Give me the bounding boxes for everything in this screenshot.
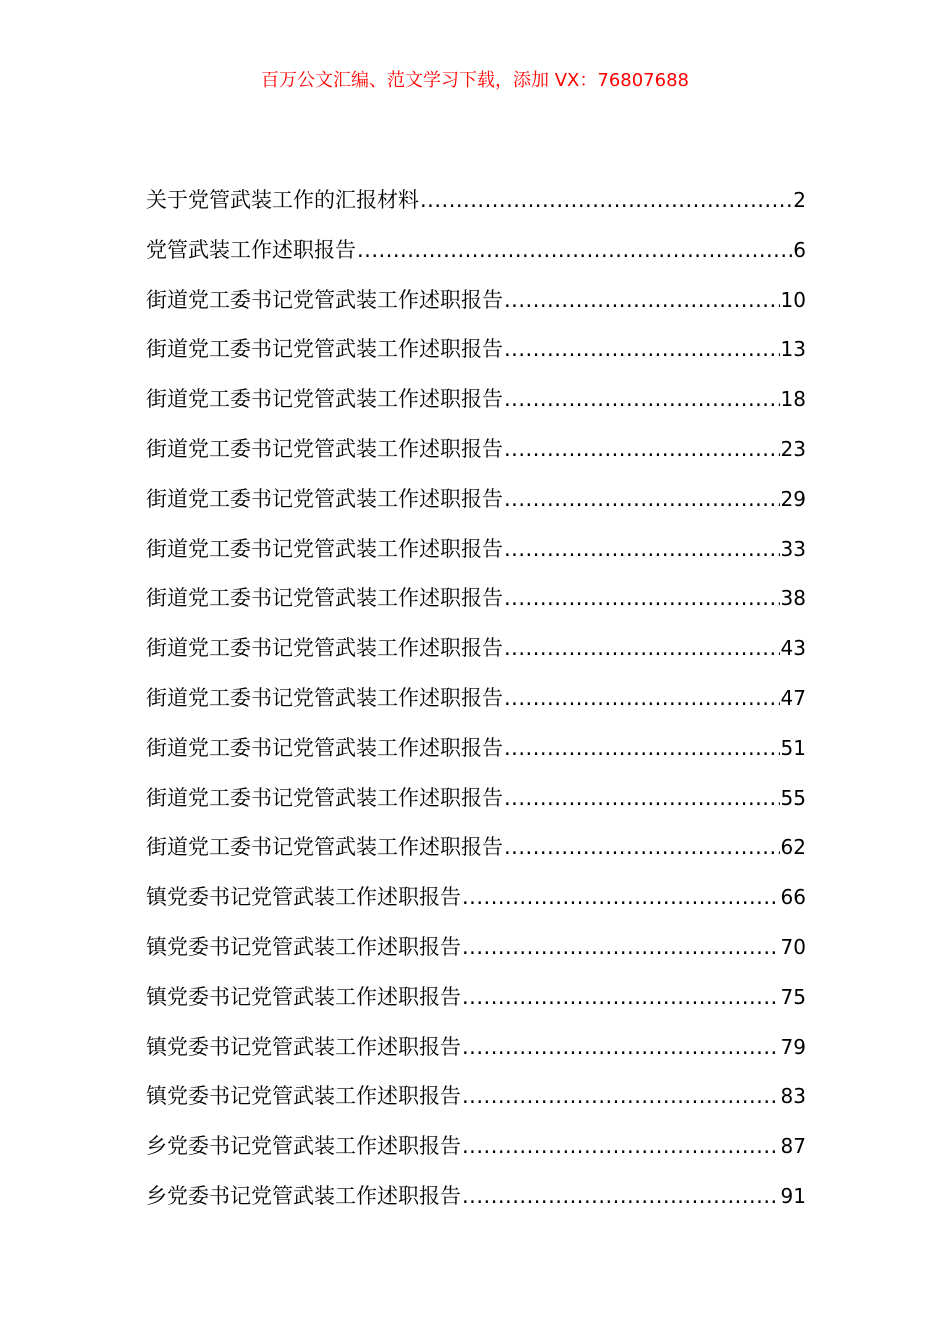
toc-entry[interactable] (146, 379, 806, 429)
toc-dot-leader (357, 230, 792, 270)
toc-entry-title: 街道党工委书记党管武装工作述职报告 (146, 486, 503, 511)
toc-page-number: 66 (780, 885, 806, 910)
toc-page-number: 6 (793, 237, 806, 262)
toc-entry[interactable] (146, 728, 806, 778)
toc-dot-leader (504, 827, 780, 867)
toc-dot-leader (504, 479, 780, 519)
toc-page-number: 13 (780, 337, 806, 362)
toc-entry[interactable] (146, 827, 806, 877)
toc-entry[interactable] (146, 1076, 806, 1126)
toc-dot-leader (504, 578, 780, 618)
toc-dot-leader (462, 877, 780, 917)
toc-dot-leader (462, 927, 780, 967)
toc-page-number: 87 (780, 1134, 806, 1159)
toc-entry[interactable] (146, 628, 806, 678)
toc-entry-title: 镇党委书记党管武装工作述职报告 (146, 885, 461, 910)
toc-entry-title: 街道党工委书记党管武装工作述职报告 (146, 835, 503, 860)
toc-entry[interactable] (146, 180, 806, 230)
table-of-contents (146, 180, 806, 1226)
toc-page-number: 43 (780, 636, 806, 661)
toc-entry[interactable] (146, 1176, 806, 1226)
toc-entry[interactable] (146, 977, 806, 1027)
toc-page-number: 51 (780, 735, 806, 760)
toc-entry-title: 镇党委书记党管武装工作述职报告 (146, 984, 461, 1009)
toc-page-number: 75 (780, 984, 806, 1009)
toc-entry[interactable] (146, 678, 806, 728)
toc-entry[interactable] (146, 1027, 806, 1077)
toc-dot-leader (462, 1126, 780, 1166)
toc-entry-title: 关于党管武装工作的汇报材料 (146, 188, 419, 212)
toc-entry[interactable] (146, 529, 806, 579)
toc-dot-leader (504, 628, 780, 668)
toc-entry-title: 街道党工委书记党管武装工作述职报告 (146, 436, 503, 461)
toc-entry[interactable] (146, 778, 806, 828)
toc-entry-title: 街道党工委书记党管武装工作述职报告 (146, 536, 503, 561)
toc-page-number: 47 (780, 685, 806, 710)
toc-page-number: 62 (780, 835, 806, 860)
toc-page-number: 23 (780, 436, 806, 461)
toc-entry-title: 街道党工委书记党管武装工作述职报告 (146, 735, 503, 760)
page-header-banner: 百万公文汇编、范文学习下载，添加 VX：76807688 (261, 70, 689, 91)
toc-entry-title: 乡党委书记党管武装工作述职报告 (146, 1183, 461, 1208)
toc-dot-leader (462, 1027, 780, 1067)
toc-dot-leader (504, 429, 780, 469)
toc-dot-leader (504, 329, 780, 369)
toc-entry-title: 镇党委书记党管武装工作述职报告 (146, 934, 461, 959)
toc-page-number: 38 (780, 586, 806, 611)
toc-entry[interactable] (146, 280, 806, 330)
toc-entry-title: 街道党工委书记党管武装工作述职报告 (146, 785, 503, 810)
toc-entry[interactable] (146, 1126, 806, 1176)
toc-entry-title: 党管武装工作述职报告 (146, 237, 356, 262)
toc-dot-leader (504, 379, 780, 419)
toc-page-number: 33 (780, 536, 806, 561)
toc-dot-leader (504, 529, 780, 569)
toc-page-number: 83 (780, 1084, 806, 1109)
toc-entry-title: 镇党委书记党管武装工作述职报告 (146, 1034, 461, 1059)
toc-dot-leader (504, 678, 780, 718)
toc-entry-title: 街道党工委书记党管武装工作述职报告 (146, 685, 503, 710)
toc-dot-leader (462, 1076, 780, 1116)
toc-dot-leader (504, 280, 780, 320)
toc-dot-leader (462, 977, 780, 1017)
toc-entry[interactable] (146, 578, 806, 628)
toc-page-number: 70 (780, 934, 806, 959)
toc-entry[interactable] (146, 877, 806, 927)
toc-dot-leader (420, 180, 792, 220)
toc-entry-title: 镇党委书记党管武装工作述职报告 (146, 1084, 461, 1109)
toc-page-number: 55 (780, 785, 806, 810)
toc-entry[interactable] (146, 230, 806, 280)
toc-page-number: 10 (780, 287, 806, 312)
toc-entry-title: 街道党工委书记党管武装工作述职报告 (146, 586, 503, 611)
toc-page-number: 79 (780, 1034, 806, 1059)
toc-dot-leader (462, 1176, 780, 1216)
toc-dot-leader (504, 778, 780, 818)
toc-entry-title: 街道党工委书记党管武装工作述职报告 (146, 387, 503, 412)
toc-entry[interactable] (146, 479, 806, 529)
toc-entry-title: 街道党工委书记党管武装工作述职报告 (146, 287, 503, 312)
toc-page-number: 91 (780, 1183, 806, 1208)
toc-dot-leader (504, 728, 780, 768)
toc-entry[interactable] (146, 429, 806, 479)
toc-entry-title: 乡党委书记党管武装工作述职报告 (146, 1134, 461, 1159)
toc-entry-title: 街道党工委书记党管武装工作述职报告 (146, 636, 503, 661)
toc-entry[interactable] (146, 927, 806, 977)
toc-page-number: 2 (793, 188, 806, 212)
toc-entry-title: 街道党工委书记党管武装工作述职报告 (146, 337, 503, 362)
toc-entry[interactable] (146, 329, 806, 379)
toc-page-number: 18 (780, 387, 806, 412)
toc-page-number: 29 (780, 486, 806, 511)
